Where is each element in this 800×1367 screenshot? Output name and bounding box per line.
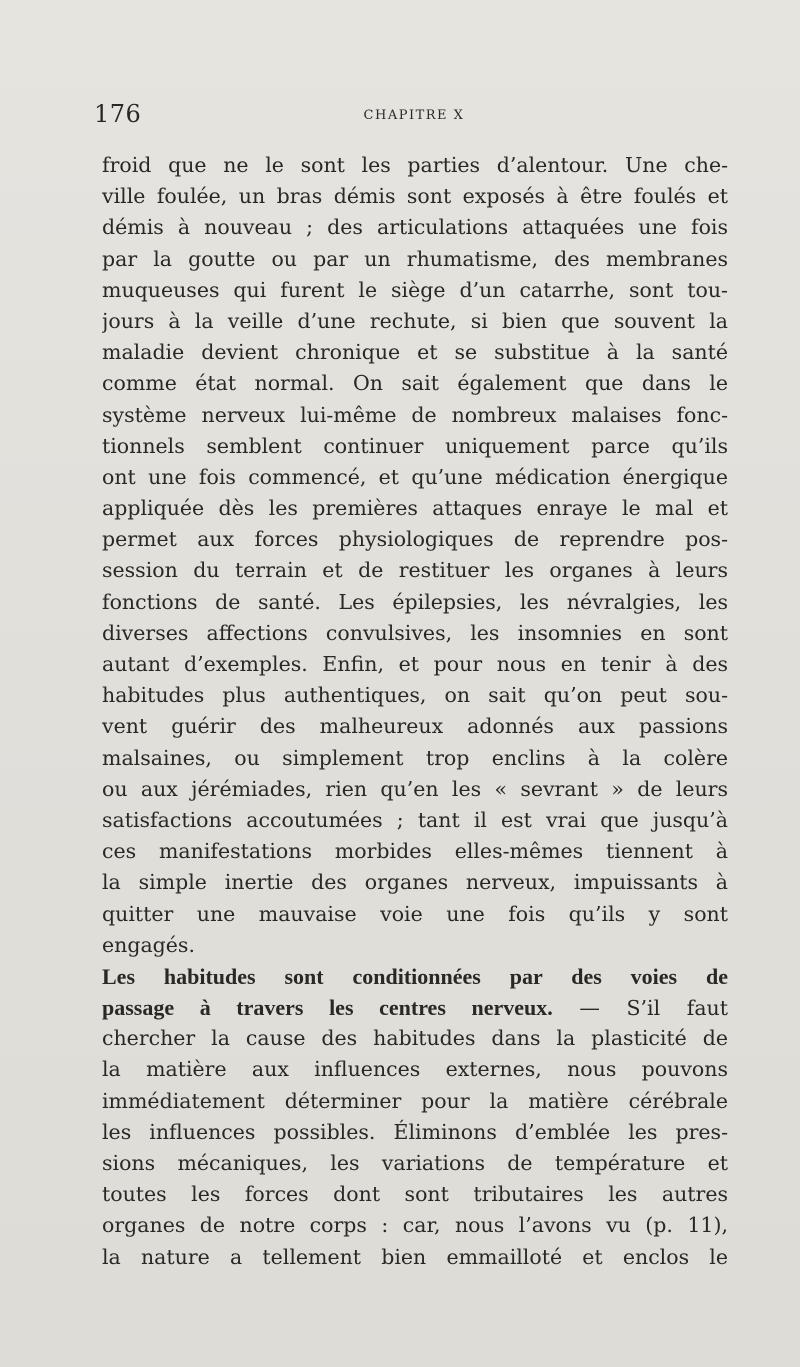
text-line: chercher la cause des habitudes dans la plasticité de — [102, 1026, 728, 1051]
text-line: ont une fois commencé, et qu’une médication énergique — [102, 464, 728, 489]
text-line: fonctions de santé. Les épilepsies, les névralgies, les — [102, 589, 728, 614]
text-line: satisfactions accoutumées ; tant il est vrai que jusqu’à — [102, 807, 728, 832]
text-line: quitter une mauvaise voie une fois qu’ils y sont — [102, 901, 728, 926]
text-line: tionnels semblent continuer uniquement parce qu’ils — [102, 433, 728, 458]
text-line: immédiatement déterminer pour la matière cérébrale — [102, 1088, 728, 1113]
text-line: froid que ne le sont les parties d’alentour. Une che- — [102, 153, 728, 177]
text-line: permet aux forces physiologiques de reprendre pos- — [102, 527, 728, 552]
text-line: malsaines, ou simplement trop enclins à la colère — [102, 745, 728, 770]
text-line: diverses affections convulsives, les insomnies en sont — [102, 620, 728, 645]
text-line: par la goutte ou par un rhumatisme, des membranes — [102, 246, 728, 271]
body-text — [102, 150, 728, 1273]
text-line: autant d’exemples. Enfin, et pour nous en tenir à des — [102, 652, 728, 676]
page-header — [94, 100, 734, 130]
text-line: session du terrain et de restituer les organes à leurs — [102, 558, 728, 583]
text-line: maladie devient chronique et se substitue à la santé — [102, 340, 728, 365]
text-line: comme état normal. On sait également que dans le — [102, 371, 728, 396]
section-heading: Les habitudes sont conditionnées par des voies de — [102, 963, 728, 989]
text-line: organes de notre corps : car, nous l’avons vu (p. 11), — [102, 1213, 728, 1238]
text-line: démis à nouveau ; des articulations attaquées une fois — [102, 215, 728, 240]
text-line: la nature a tellement bien emmailloté et enclos le — [102, 1244, 728, 1269]
text-line: jours à la veille d’une rechute, si bien que souvent la — [102, 308, 728, 333]
text-line: muqueuses qui furent le siège d’un catarrhe, sont tou- — [102, 277, 728, 302]
text-line: ville foulée, un bras démis sont exposés à être foulés et — [102, 184, 728, 209]
text-line: les influences possibles. Éliminons d’emblée les pres- — [102, 1119, 728, 1144]
page-number: 176 — [94, 100, 142, 128]
text-line: sions mécaniques, les variations de température et — [102, 1151, 728, 1175]
text-line: ces manifestations morbides elles-mêmes tiennent à — [102, 839, 728, 864]
text-line: appliquée dès les premières attaques enraye le mal et — [102, 496, 728, 521]
paragraph-2 — [102, 961, 728, 1273]
heading-line-rest: — S’il faut — [552, 996, 728, 1021]
text-line: engagés. — [102, 932, 195, 957]
running-title: CHAPITRE X — [363, 108, 465, 123]
text-line: système nerveux lui-même de nombreux malaises fonc- — [102, 402, 728, 427]
text-line: la simple inertie des organes nerveux, impuissants à — [102, 870, 728, 895]
heading-line-2 — [102, 992, 728, 1023]
text-line: vent guérir des malheureux adonnés aux passions — [102, 714, 728, 739]
text-line: ou aux jérémiades, rien qu’en les « sevrant » de leurs — [102, 776, 728, 801]
paragraph-1 — [102, 150, 728, 961]
text-line: toutes les forces dont sont tributaires les autres — [102, 1182, 728, 1207]
text-line: habitudes plus authentiques, on sait qu’on peut sou- — [102, 683, 728, 708]
text-line: la matière aux influences externes, nous pouvons — [102, 1057, 728, 1082]
section-heading-continued: passage à travers les centres nerveux. — [102, 995, 553, 1021]
